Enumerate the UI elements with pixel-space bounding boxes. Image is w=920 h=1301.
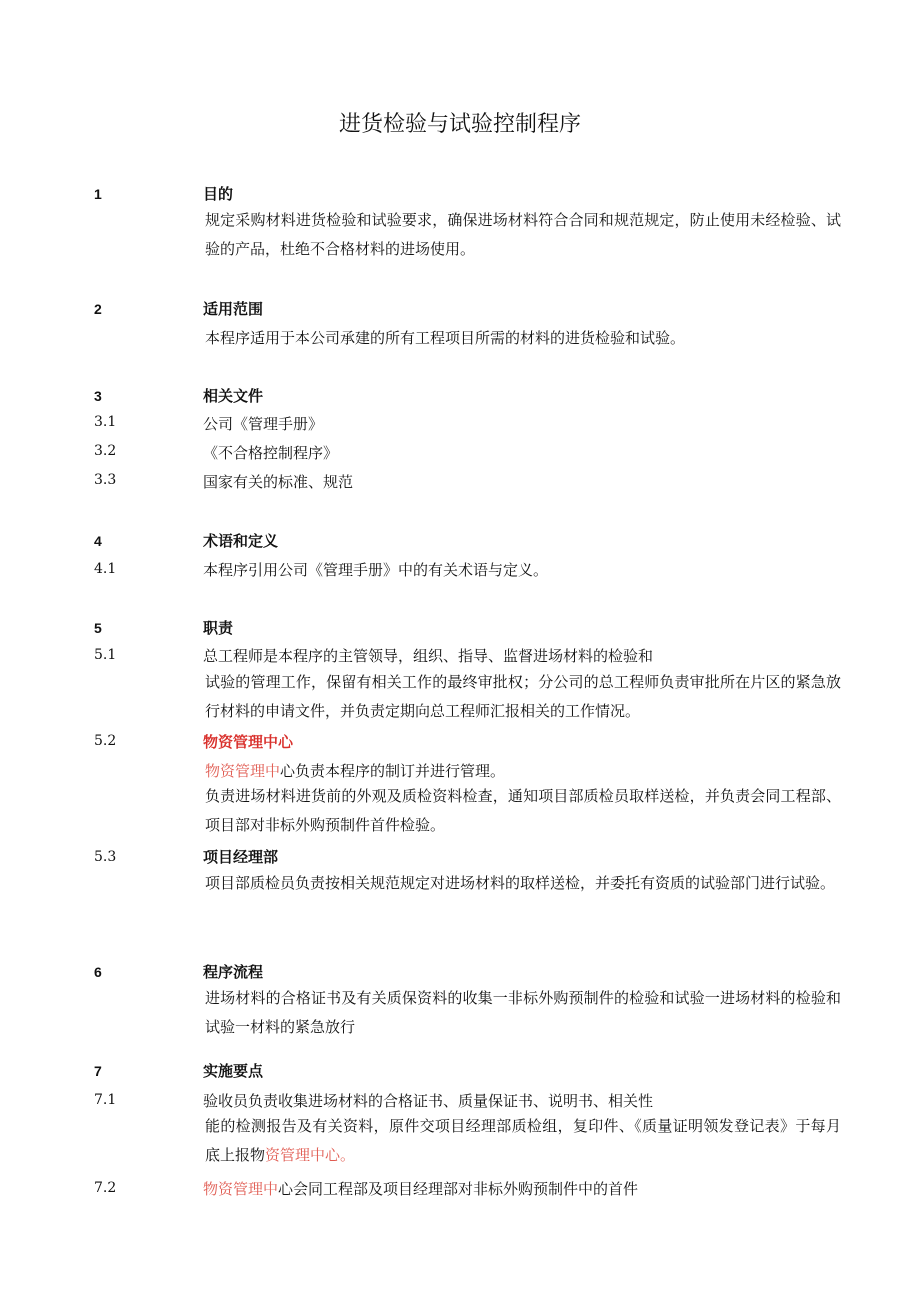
highlighted-text: 资管理中心。 <box>265 1146 356 1164</box>
item-paragraph: 试验的管理工作，保留有相关工作的最终审批权；分公司的总工程师负责审批所在片区的紧急放行材料的申请文件，并负责定期向总工程师汇报相关的工作情况。 <box>205 673 841 720</box>
item-first-line <box>203 1178 638 1199</box>
section-number: 5 <box>94 620 102 636</box>
section-number: 6 <box>94 964 102 980</box>
section-heading: 术语和定义 <box>203 532 279 550</box>
item-heading: 物资管理中心 <box>203 733 294 751</box>
plain-text: 能的检测报告及有关资料，原件交项目经理部质检组，复印件、《质量证明领发登记表》于每月底上报物 <box>205 1117 841 1164</box>
item-number: 5.3 <box>94 849 117 865</box>
section-heading: 程序流程 <box>203 963 264 981</box>
plain-text: 心负责本程序的制订并进行管理。 <box>280 762 506 780</box>
section-paragraph: 本程序适用于本公司承建的所有工程项目所需的材料的进货检验和试验。 <box>205 329 686 347</box>
plain-text: 心会同工程部及项目经理部对非标外购预制件中的首件 <box>278 1180 639 1198</box>
highlighted-text: 物资管理中 <box>203 1180 279 1198</box>
item-number: 3.1 <box>94 414 117 430</box>
section-paragraph: 进场材料的合格证书及有关质保资料的收集一非标外购预制件的检验和试验一进场材料的检验和试验一材料的紧急放行 <box>205 989 841 1036</box>
item-first-line: 总工程师是本程序的主管领导，组织、指导、监督进场材料的检验和 <box>203 647 654 665</box>
section-heading: 相关文件 <box>203 387 264 405</box>
section-number: 1 <box>94 186 102 202</box>
section-heading: 实施要点 <box>203 1062 264 1080</box>
list-item: 国家有关的标准、规范 <box>203 473 354 491</box>
item-number: 7.1 <box>94 1092 117 1108</box>
section-number: 2 <box>94 301 102 317</box>
item-first-line: 验收员负责收集进场材料的合格证书、质量保证书、说明书、相关性 <box>203 1092 654 1110</box>
document-title: 进货检验与试验控制程序 <box>338 112 581 137</box>
section-paragraph: 规定采购材料进货检验和试验要求，确保进场材料符合合同和规范规定，防止使用未经检验、试验的产品，杜绝不合格材料的进场使用。 <box>205 211 841 258</box>
section-heading: 适用范围 <box>203 300 264 318</box>
item-number: 3.2 <box>94 443 117 459</box>
item-paragraph: 负责进场材料进货前的外观及质检资料检查，通知项目部质检员取样送检，并负责会同工程部、项目部对非标外购预制件首件检验。 <box>205 787 841 834</box>
item-heading: 项目经理部 <box>203 848 279 866</box>
item-number: 5.1 <box>94 647 117 663</box>
list-item: 本程序引用公司《管理手册》中的有关术语与定义。 <box>203 561 549 579</box>
section-heading: 职责 <box>203 619 234 637</box>
item-paragraph <box>205 760 505 781</box>
section-heading: 目的 <box>203 185 234 203</box>
list-item: 公司《管理手册》 <box>203 415 324 433</box>
section-number: 4 <box>94 533 102 549</box>
item-paragraph <box>205 1112 841 1170</box>
highlighted-text: 物资管理中 <box>205 762 281 780</box>
item-number: 5.2 <box>94 733 117 749</box>
item-paragraph: 项目部质检员负责按相关规范规定对进场材料的取样送检，并委托有资质的试验部门进行试验。 <box>205 874 836 892</box>
section-number: 7 <box>94 1063 102 1079</box>
section-number: 3 <box>94 388 102 404</box>
item-number: 7.2 <box>94 1180 117 1196</box>
item-number: 3.3 <box>94 472 117 488</box>
item-number: 4.1 <box>94 561 117 577</box>
list-item: 《不合格控制程序》 <box>203 444 339 462</box>
